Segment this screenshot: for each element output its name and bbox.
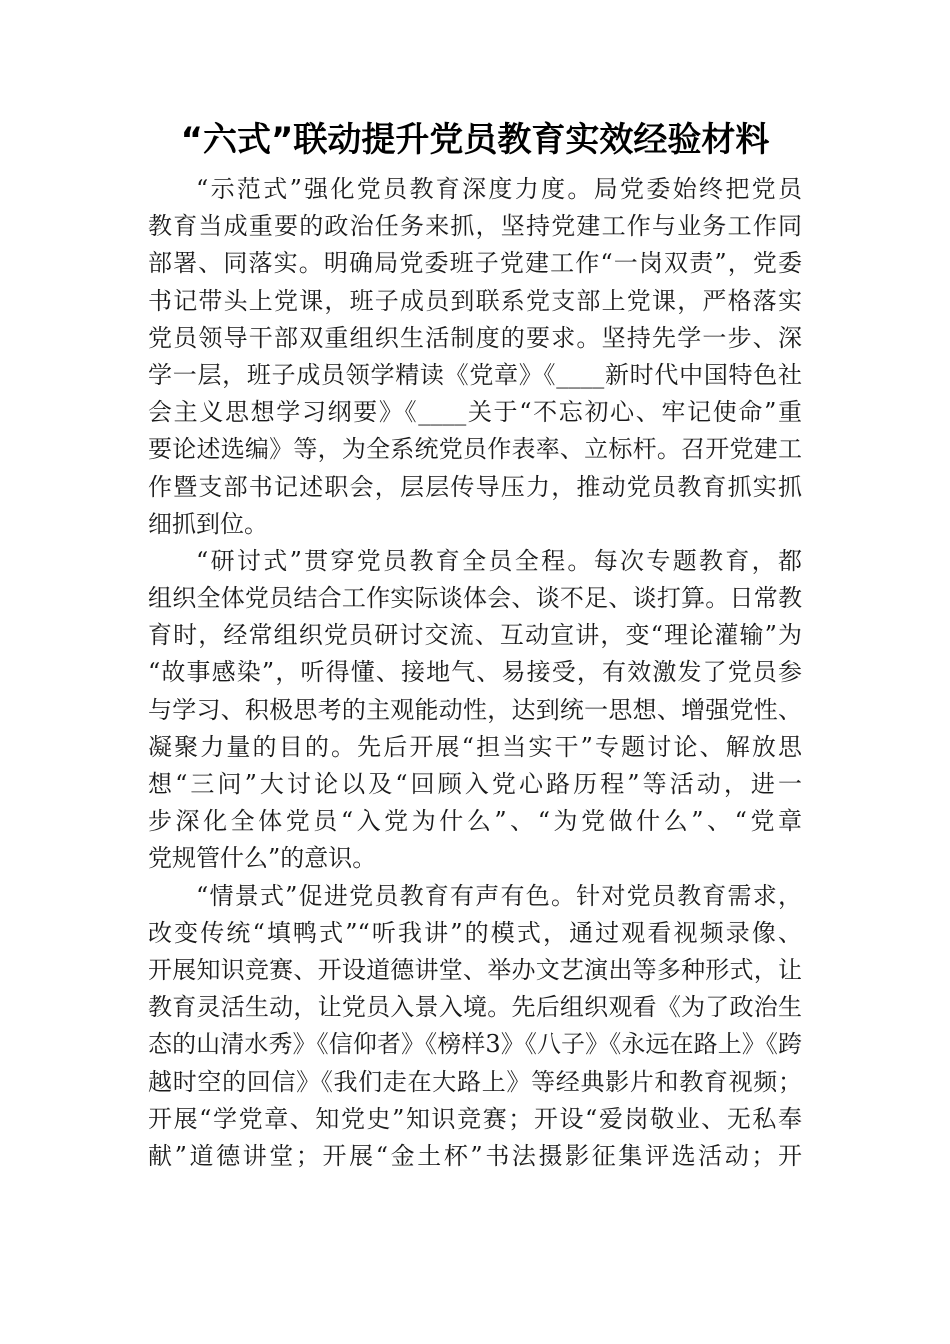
paragraph-line: 组织全体党员结合工作实际谈体会、谈不足、谈打算。日常教 [148, 584, 802, 613]
paragraph-line: 越时空的回信》《我们走在大路上》等经典影片和教育视频； [148, 1067, 802, 1096]
paragraph-line: 教育灵活生动，让党员入景入境。先后组织观看《为了政治生 [148, 993, 802, 1022]
paragraph-line: 要论述选编》等，为全系统党员作表率、立标杆。召开党建工 [148, 435, 802, 464]
document-body [148, 171, 802, 1175]
paragraph-line: 与学习、积极思考的主观能动性，达到统一思想、增强党性、 [148, 695, 802, 724]
paragraph-line: 步深化全体党员“入党为什么”、“为党做什么”、“党章 [148, 807, 802, 836]
paragraph-line: 开展知识竞赛、开设道德讲堂、举办文艺演出等多种形式，让 [148, 955, 802, 984]
paragraph-line: “研讨式”贯穿党员教育全员全程。每次专题教育，都 [196, 546, 802, 575]
paragraph-line: “故事感染”，听得懂、接地气、易接受，有效激发了党员参 [148, 658, 802, 687]
paragraph-line: 书记带头上党课，班子成员到联系党支部上党课，严格落实 [148, 286, 802, 315]
paragraph-line: 想“三问”大讨论以及“回顾入党心路历程”等活动，进一 [148, 770, 802, 798]
paragraph-line: 细抓到位。 [148, 509, 268, 538]
paragraph-line: “示范式”强化党员教育深度力度。局党委始终把党员 [196, 175, 802, 203]
paragraph-line: 党规管什么”的意识。 [148, 844, 377, 873]
paragraph-line: 开展“学党章、知党史”知识竞赛；开设“爱岗敬业、无私奉 [148, 1104, 802, 1133]
paragraph-line: “情景式”促进党员教育有声有色。针对党员教育需求， [196, 881, 802, 910]
paragraph-line: 育时，经常组织党员研讨交流、互动宣讲，变“理论灌输”为 [148, 621, 802, 650]
paragraph-line: 作暨支部书记述职会，层层传导压力，推动党员教育抓实抓 [148, 472, 802, 501]
paragraph-line: 态的山清水秀》《信仰者》《榜样3》《八子》《永远在路上》《跨 [148, 1030, 802, 1059]
paragraph-3 [148, 878, 802, 1176]
paragraph-1 [148, 171, 802, 543]
paragraph-line: 教育当成重要的政治任务来抓，坚持党建工作与业务工作同 [148, 212, 802, 241]
paragraph-line: 凝聚力量的目的。先后开展“担当实干”专题讨论、解放思 [148, 732, 802, 761]
paragraph-line: 会主义思想学习纲要》《____关于“不忘初心、牢记使命”重 [148, 398, 802, 427]
paragraph-line: 党员领导干部双重组织生活制度的要求。坚持先学一步、深 [148, 323, 802, 352]
paragraph-line: 改变传统“填鸭式”“听我讲”的模式，通过观看视频录像、 [148, 918, 802, 947]
paragraph-2 [148, 543, 802, 878]
paragraph-line: 部署、同落实。明确局党委班子党建工作“一岗双责”，党委 [148, 249, 802, 278]
document-title: “六式”联动提升党员教育实效经验材料 [180, 120, 770, 160]
paragraph-line: 献”道德讲堂；开展“金土杯”书法摄影征集评选活动；开 [148, 1141, 802, 1170]
paragraph-line: 学一层，班子成员领学精读《党章》《____新时代中国特色社 [148, 360, 802, 389]
